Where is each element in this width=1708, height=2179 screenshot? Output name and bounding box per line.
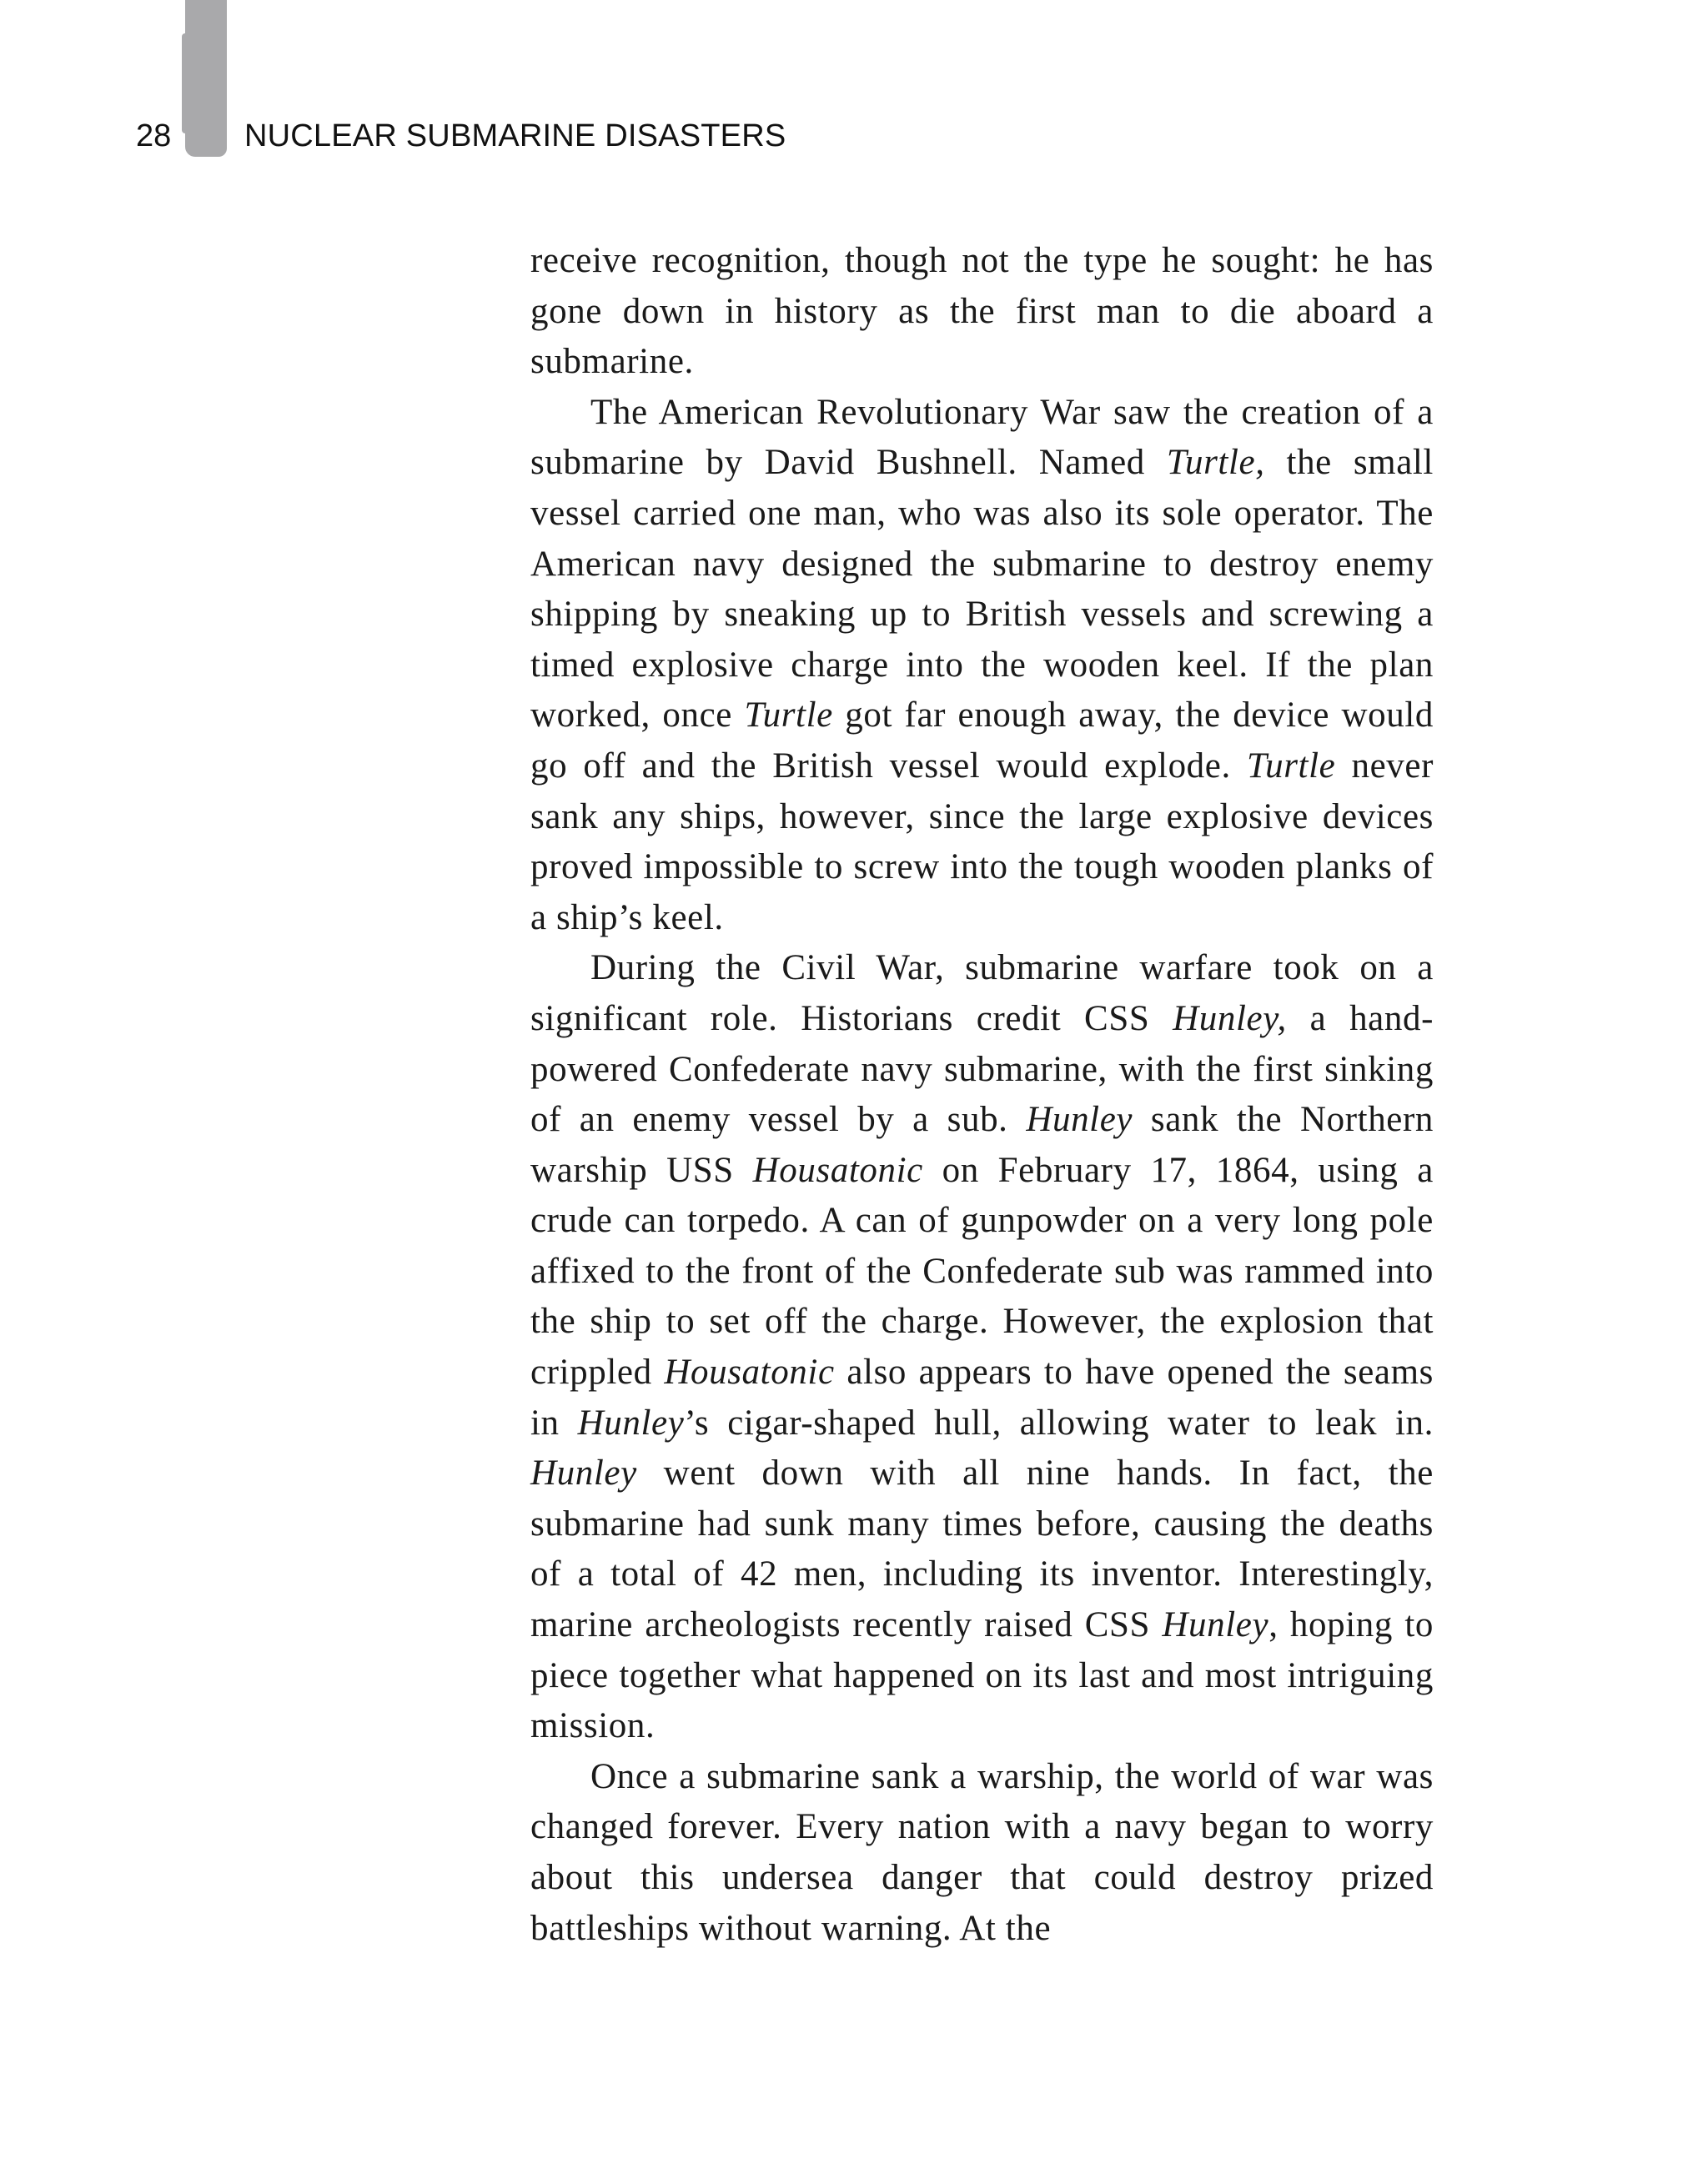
text-run: receive recognition, though not the type he sought: he has gone down in history as the first man to die aboard a submarine. bbox=[530, 241, 1434, 382]
page-number: 28 bbox=[136, 118, 172, 153]
paragraph-1 bbox=[530, 236, 1434, 388]
text-run: never sank any ships, however, since the large explosive devices proved impossible to screw into the tough wooden planks of a ship’s keel. bbox=[530, 746, 1434, 937]
italic-run: Turtle bbox=[744, 695, 833, 736]
text-run: also appears to have opened the seams in bbox=[530, 1353, 1434, 1443]
text-run: sank the Northern warship USS bbox=[530, 1100, 1434, 1190]
italic-run: Hunley bbox=[577, 1403, 685, 1443]
text-run: got far enough away, the device would go off and the British vessel would explode. bbox=[530, 695, 1434, 786]
italic-run: Turtle, bbox=[1166, 443, 1265, 483]
text-run: the small vessel carried one man, who was also its sole operator. The American navy designed the submarine to destroy enemy shipping by sneaking up to British vessels and screwing a timed explosive charge into the wooden keel. If the plan worked, once bbox=[530, 443, 1434, 736]
text-run: a hand-powered Confederate navy submarine, with the first sinking of an enemy vessel by a sub. bbox=[530, 998, 1434, 1140]
text-run: , hoping to piece together what happened on its last and most intriguing mission. bbox=[530, 1605, 1434, 1746]
paragraph-2 bbox=[530, 388, 1434, 944]
paragraph-3 bbox=[530, 943, 1434, 1752]
italic-run: Hunley bbox=[1162, 1605, 1269, 1645]
body-text bbox=[530, 236, 1434, 1954]
running-head bbox=[0, 115, 917, 157]
running-title: NUCLEAR SUBMARINE DISASTERS bbox=[244, 118, 786, 153]
italic-run: Hunley bbox=[530, 1454, 637, 1494]
text-run: ’s cigar-shaped hull, allowing water to leak in. bbox=[684, 1403, 1434, 1443]
text-run: During the Civil War, submarine warfare took on a significant role. Historians credit CSS bbox=[530, 948, 1434, 1038]
italic-run: Hunley bbox=[1026, 1100, 1133, 1140]
italic-run: Housatonic bbox=[664, 1353, 835, 1393]
italic-run: Turtle bbox=[1246, 746, 1336, 786]
italic-run: Housatonic bbox=[752, 1150, 923, 1190]
text-run: on February 17, 1864, using a crude can torpedo. A can of gunpowder on a very long pole affixed to the front of the Confederate sub was rammed into the ship to set off the charge. However, the explosion that crippled bbox=[530, 1150, 1434, 1393]
text-run: The American Revolutionary War saw the creation of a submarine by David Bushnell. Named bbox=[530, 392, 1434, 483]
text-run: went down with all nine hands. In fact, the submarine had sunk many times before, causing the deaths of a total of 42 men, including its inventor. Interestingly, marine archeologists recently raised CSS bbox=[530, 1454, 1434, 1645]
text-run: Once a submarine sank a warship, the world of war was changed forever. Every nation with a navy began to worry about this undersea danger that could destroy prized battleships without warning. At the bbox=[530, 1756, 1434, 1948]
paragraph-4 bbox=[530, 1752, 1434, 1954]
italic-run: Hunley, bbox=[1173, 998, 1287, 1038]
